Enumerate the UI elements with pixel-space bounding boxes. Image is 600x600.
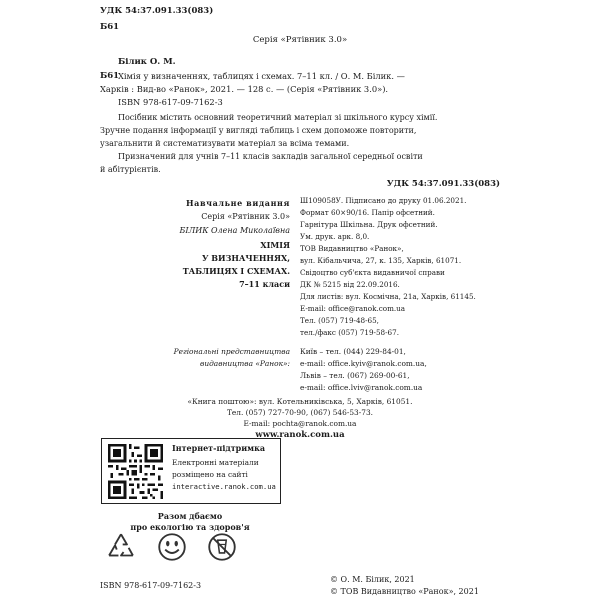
reps-label: Регіональні представництва — [173, 347, 290, 356]
publisher-line: ТОВ Видавництво «Ранок», — [300, 244, 404, 253]
eco-heading: про екологію та здоров'я — [130, 522, 250, 532]
support-url[interactable]: interactive.ranok.com.ua — [172, 482, 276, 491]
copyright-publisher: © ТОВ Видавництво «Ранок», 2021 — [330, 587, 479, 596]
support-title: Інтернет-підтримка — [172, 443, 266, 453]
publisher-line: вул. Кібальчича, 27, к. 135, Харків, 61071. — [300, 256, 462, 265]
support-line: Електронні матеріали — [172, 458, 259, 467]
eco-heading: Разом дбаємо — [157, 511, 223, 521]
lviv-email: e-mail: office.lviv@ranok.com.ua — [300, 383, 423, 392]
udc-right: УДК 54:37.091.33(083) — [386, 179, 500, 189]
print-info-line: Гарнітура Шкільна. Друк офсетний. — [300, 220, 438, 229]
mail-order: «Книга поштою»: вул. Котельниківська, 5, Харків, 61051. — [187, 397, 413, 406]
kyiv-email: e-mail: office.kyiv@ranok.com.ua, — [300, 359, 427, 368]
mail-email: E-mail: pochta@ranok.com.ua — [243, 419, 357, 428]
kyiv-phone: Київ – тел. (044) 229-84-01, — [300, 347, 406, 356]
website: www.ranok.com.ua — [255, 430, 345, 440]
description-line: узагальнити й систематизувати матеріал за всіма темами. — [100, 139, 350, 148]
print-info-line: Формат 60×90/16. Папір офсетний. — [300, 208, 435, 217]
description-line: й абітурієнтів. — [100, 165, 161, 174]
book-title-line: ТАБЛИЦЯХ І СХЕМАХ. — [182, 266, 290, 276]
publisher-line: Свідоцтво суб'єкта видавничої справи — [300, 268, 445, 277]
publisher-line: Для листів: вул. Космічна, 21а, Харків, 61145. — [300, 292, 476, 301]
catalog-author: Білик О. М. — [118, 57, 176, 67]
catalog-line: Хімія у визначеннях, таблицях і схемах. 7–11 кл. / О. М. Білик. — — [118, 71, 405, 81]
edition-type: Навчальне видання — [186, 198, 290, 208]
series-line: Серія «Рятівник 3.0» — [252, 35, 348, 45]
reps-label: видавництва «Ранок»: — [200, 359, 290, 368]
publisher-fax: тел./факс (057) 719-58-67. — [300, 328, 399, 337]
book-title-line: У ВИЗНАЧЕННЯХ, — [201, 253, 290, 263]
lviv-phone: Львів – тел. (067) 269-00-61, — [300, 371, 410, 380]
description-line: Посібник містить основний теоретичний матеріал зі шкільного курсу хімії. — [118, 113, 438, 122]
no-glass-icon — [205, 530, 239, 564]
publisher-email: E-mail: office@ranok.com.ua — [300, 304, 406, 313]
print-info-line: Ш109058У. Підписано до друку 01.06.2021. — [300, 196, 467, 205]
internet-support-box — [101, 438, 281, 504]
print-info-line: Ум. друк. арк. 8,0. — [300, 232, 370, 241]
support-line: розміщено на сайті — [172, 470, 248, 479]
bbk-code: Б61 — [100, 22, 120, 32]
catalog-line: Харків : Вид-во «Ранок», 2021. — 128 с. — (Серія «Рятівник 3.0»). — [100, 84, 389, 94]
description-line: Призначений для учнів 7–11 класів закладів загальної середньої освіти — [118, 152, 423, 161]
smiley-icon — [155, 530, 189, 564]
qr-code-icon[interactable] — [108, 444, 163, 499]
publisher-line: ДК № 5215 від 22.09.2016. — [300, 280, 400, 289]
book-grade-line: 7–11 класи — [239, 279, 290, 289]
udc-code: УДК 54:37.091.33(083) — [100, 6, 214, 16]
catalog-code: Б61 — [100, 71, 120, 81]
publisher-phone: Тел. (057) 719-48-65, — [300, 316, 379, 325]
author-full-name: БІЛИК Олена Миколаївна — [179, 226, 290, 235]
catalog-isbn: ISBN 978-617-09-7162-3 — [118, 97, 223, 107]
footer-isbn: ISBN 978-617-09-7162-3 — [100, 581, 202, 590]
recycle-icon — [104, 530, 138, 564]
description-line: Зручне подання інформації у вигляді таблиць і схем допоможе повторити, — [100, 126, 417, 135]
book-title-line: ХІМІЯ — [260, 240, 290, 250]
mail-phone: Тел. (057) 727-70-90, (067) 546-53-73. — [226, 408, 373, 417]
imprint-series: Серія «Рятівник 3.0» — [201, 212, 290, 221]
copyright-author: © О. М. Білик, 2021 — [330, 575, 415, 584]
